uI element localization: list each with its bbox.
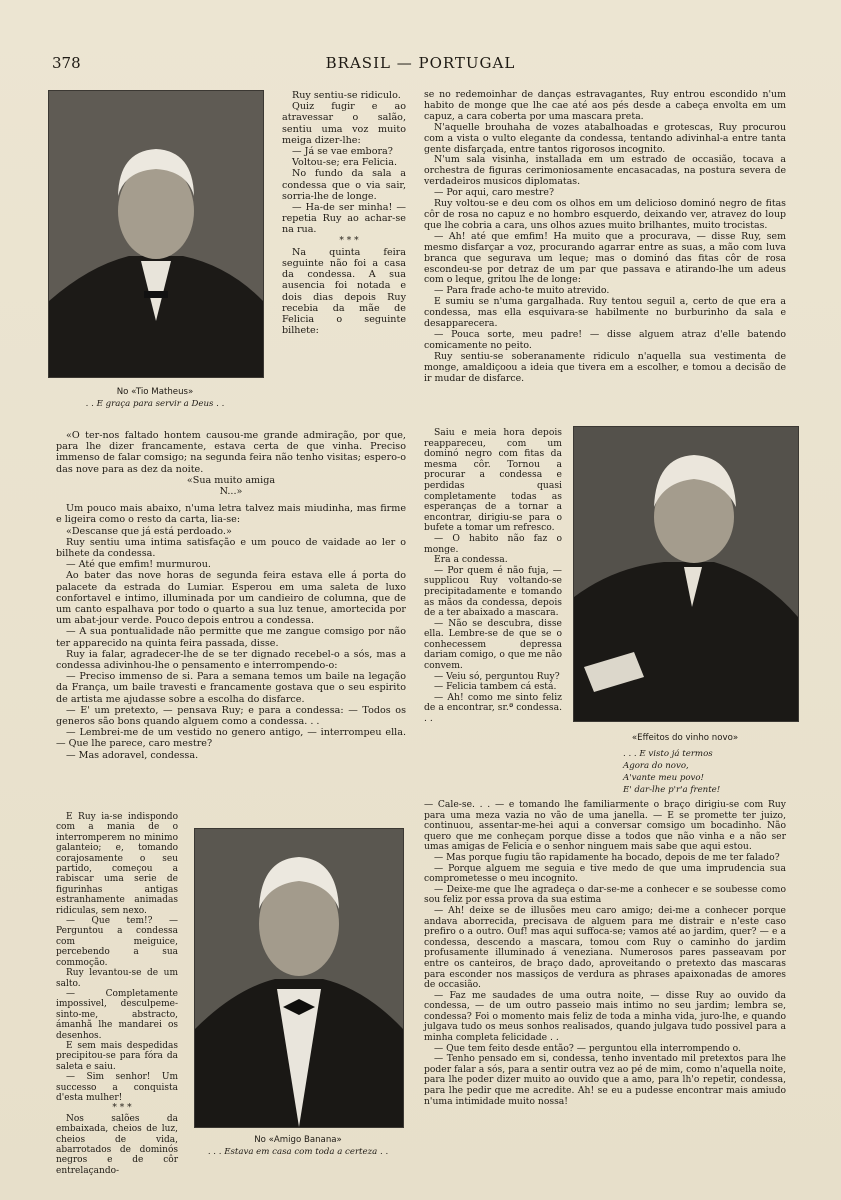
- paragraph: — O habito não faz o monge.: [424, 532, 562, 555]
- paragraph: — Mas porque fugiu tão rapidamente ha bocado, depois de me ter falado?: [434, 851, 780, 863]
- paragraph: — Faz me saudades de uma outra noite, — disse Ruy ao ouvido da condessa, — de um outro passeio mais intimo no seu jardim; lembra se, condessa? Foi o momento mais feliz de toda a minha vida, juro-lhe, e quando julgava tudo os meus sonhos realisados, quando julgava tudo possivel para a minha completa felicidade . .: [424, 989, 786, 1044]
- paragraph: Ruy sentiu uma intima satisfação e um pouco de vaidade ao ler o bilhete da condessa.: [56, 536, 406, 560]
- paragraph: — Até que emfim! murmurou.: [66, 559, 211, 571]
- portrait-photo-tio-matheus: [48, 90, 264, 378]
- paragraph: Ruy sentiu-se soberanamente ridiculo n'aquella sua vestimenta de monge, amaldiçoou a ideia que tivera em a escolher, e tomou a decisão de ir mudar de disfarce.: [424, 350, 786, 384]
- paragraph: — Para frade acho-te muito atrevido.: [434, 285, 610, 297]
- photo-caption-subtitle: . . . Estava em casa com toda a certeza . .: [207, 1147, 389, 1157]
- paragraph: — Preciso immenso de si. Para a semana temos um baile na legação da França, um baile travesti e francamente gostava que o seu espirito de artista me ajudasse sobre a escolha do disfarce.: [56, 671, 406, 705]
- paragraph: Ruy voltou-se e deu com os olhos em um delicioso dominó negro de fitas côr de rosa no capuz e no hombro esquerdo, deixando ver, atravez do loup que lhe cobria a cara, uns olhos azues muito brilhantes, muito trocistas.: [424, 198, 786, 231]
- paragraph: — Felicia tambem cá está.: [434, 681, 557, 693]
- letter-paragraph: «O ter-nos faltado hontem causou-me grande admiração, por que, para lhe dizer francamente, estava certa de que vinha. Preciso immenso de falar comsigo; na segunda feira não tenho visitas; espero-o das nove para as dez da noite.: [56, 430, 406, 475]
- paragraph: — A sua pontualidade não permitte que me zangue comsigo por não ter apparecido na quinta feira passada, disse.: [56, 626, 406, 649]
- paragraph: — Deixe-me que lhe agradeça o dar-se-me a conhecer e se soubesse como sou feliz por essa prova da sua estima: [424, 883, 786, 906]
- paragraph: E sem mais despedidas precipitou-se para fóra da saleta e saiu.: [56, 1040, 178, 1072]
- portrait-photo-amigo-banana: [194, 828, 404, 1128]
- paragraph: Saiu e meia hora depois reappareceu, com um dominó negro com fitas da mesma côr. Tornou a procurar a condessa e perdidas quasi completamente todas as esperanças de a tornar a encontrar, dirigiu-se para o bufete a tomar um refresco.: [424, 427, 562, 534]
- paragraph: Nos salões da embaixada, cheios de luz, cheios de vida, abarrotados de dominós negros e de côr entrelaçando-: [56, 1113, 178, 1176]
- paragraph: Era a condessa.: [434, 554, 508, 566]
- paragraph: — Lembrei-me de um vestido no genero antigo, — interrompeu ella. — Que lhe parece, caro mestre?: [56, 727, 406, 750]
- page-title: BRASIL — PORTUGAL: [325, 54, 516, 72]
- paragraph: Ruy levantou-se de um salto.: [56, 968, 178, 989]
- paragraph: — Porque alguem me seguia e tive medo de que uma imprudencia sua comprometesse o meu incognito.: [424, 862, 786, 885]
- photo-caption-3: [180, 1134, 416, 1158]
- paragraph: — Já se vae embora?: [292, 146, 393, 158]
- paragraph: — Tenho pensado em si, condessa, tenho inventado mil pretextos para lhe poder falar a sós, para a sentir outra vez ao pé de mim, como n'aquella noite, para lhe poder dizer muito ao ouvido que a amo, para lh'o repetir, condessa, para lhe pedir que me acredite. Ah! se eu a pudesse encontrar mais amiudo n'uma intimidade muito nossa!: [424, 1053, 786, 1107]
- photo-caption-subtitle: . . E graça para servir a Deus . .: [85, 399, 225, 409]
- article-col1-narrow: [56, 812, 178, 1176]
- paragraph: — Por aqui, caro mestre?: [434, 187, 554, 199]
- paragraph: E Ruy ia-se indispondo com a mania de o interromperem no minimo galanteio; e, tomando corajosamente o seu partido, começou a rabiscar uma serie de figurinhas antigas estranhamente animadas ridiculas, sem nexo.: [56, 812, 178, 916]
- article-col1-main: [56, 430, 406, 761]
- paragraph: — Ha-de ser minha! — repetia Ruy ao achar-se na rua.: [282, 202, 406, 236]
- photo-caption-1: [40, 386, 270, 410]
- section-divider-stars: * * *: [112, 1103, 132, 1114]
- paragraph: Voltou-se; era Felicia.: [292, 157, 398, 169]
- paragraph: — Completamente impossivel, desculpeme-sinto-me, abstracto, ámanhã lhe mandarei os desenhos.: [56, 988, 178, 1041]
- paragraph: — Cale-se. . . — e tomando lhe familiarmente o braço dirigiu-se com Ruy para uma meza vazia no vão de uma janella. — E se promette ter juizo, continuou, assentar-me-hei aqui a conversar comsigo um bocadinho. Não quero que me conheçam porque disse a todos que não vinha e a não ser umas amigas de Felicia e o senhor ninguem mais sabe que aqui estou.: [424, 799, 786, 853]
- photo-caption-subtitle: . . . E visto já termos Agora do novo, A'vante meu povo! E' dar-lhe p'r'a frente!: [623, 749, 721, 795]
- paragraph: Na quinta feira seguinte não foi a casa da condessa. A sua ausencia foi notada e dois dias depois Ruy recebia da mãe de Felicia o seguinte bilhete:: [282, 246, 406, 337]
- paragraph: E sumiu se n'uma gargalhada. Ruy tentou seguil a, certo de que era a condessa, mas ella esquivara-se habilmente no burburinho da sala e desapparecera.: [424, 296, 786, 330]
- paragraph: — Ah! como me sinto feliz de a encontrar, sr.ª condessa. . .: [424, 691, 562, 725]
- letter-signature-initial: N...»: [219, 486, 243, 498]
- paragraph: — Que tem feito desde então? — perguntou ella interrompendo o.: [434, 1042, 741, 1054]
- paragraph: — E' um pretexto, — pensava Ruy; e para a condessa: — Todos os generos são bons quando alguem como a condessa. . .: [56, 704, 406, 728]
- portrait-photo-vinho-novo: [573, 426, 799, 722]
- paragraph: — Sim senhor! Um successo a conquista d'esta mulher!: [56, 1072, 178, 1103]
- paragraph: — Por quem é não fuja, — supplicou Ruy voltando-se precipitadamente e tomando as mãos da condessa, depois de a ter abaixado a mascara.: [424, 564, 562, 619]
- paragraph: No fundo da sala a condessa que o via sair, sorria-lhe de longe.: [282, 168, 406, 202]
- paragraph: se no redemoinhar de danças estravagantes, Ruy entrou escondido n'um habito de monge que lhe cae até aos pés desde a cabeça envolta em um capuz, a cara coberta por uma mascara preta.: [424, 89, 786, 122]
- paragraph: — Ah! até que emfim! Ha muito que a procurava, — disse Ruy, sem mesmo disfarçar a voz, procurando agarrar entre as suas, a mão com luva branca que segurava um leque; mas o dominó das fitas côr de rosa escondeu-se por detraz de um par que passava e atirando-lhe um adeus com o leque, gritou lhe de longe:: [424, 230, 786, 286]
- section-divider-stars: * * *: [339, 235, 359, 246]
- photo-caption-2: [573, 732, 797, 796]
- article-col2-top: [424, 90, 786, 384]
- paragraph: — Veiu só, perguntou Ruy?: [434, 670, 560, 682]
- page-number: 378: [52, 54, 81, 72]
- paragraph: «Descanse que já está perdoado.»: [66, 525, 232, 537]
- paragraph: N'um sala visinha, installada em um estrado de occasião, tocava a orchestra de figuras cerimoniosamente encasacadas, na postura severa de verdadeiros musicos diplomatas.: [424, 154, 786, 188]
- paragraph: N'aquelle brouhaha de vozes atabalhoadas e grotescas, Ruy procurou com a vista o vulto elegante da condessa, tentando adivinhal-a entre tanta gente disfarçada, entre tantos rigorosos incognito.: [424, 121, 786, 155]
- photo-caption-title: No «Tio Matheus»: [116, 387, 194, 397]
- paragraph: Ruy sentiu-se ridiculo.: [292, 90, 401, 101]
- paragraph: — Não se descubra, disse ella. Lembre-se de que se o conhecessem depressa dariam comigo, o que me não convem.: [424, 617, 562, 672]
- paragraph: — Ah! deixe se de illusões meu caro amigo; dei-me a conhecer porque andava aborrecida, precisava de alguem para me distrair e n'este caso prefiro o a outro. Ouf! mas aqui suffoca-se; vamos até ao jardim, quer? — e a condessa, descendo a mascara, tomou com Ruy o caminho do jardim profusamente illuminado á veneziana. Numerosos pares passeavam por entre os canteiros, de braço dado, aproveitando o pretexto das mascaras para esconder nos massiços de verdura as phrases apaixonadas de amores de occasião.: [424, 904, 786, 991]
- article-col2-narrow: [424, 428, 562, 725]
- paragraph: Ruy ia falar, agradecer-lhe de se ter dignado recebel-o a sós, mas a condessa adivinhou-lhe o pensamento e interrompendo-o:: [56, 648, 406, 672]
- paragraph: Ao bater das nove horas de segunda feira estava elle á porta do palacete da estrada do Lumiar. Esperou em uma saleta de luxo confortavel e intimo, illuminada por um candieiro de columna, que de um canto espalhava por todo o quarto a sua luz tenue, amortecida por um abat-jour verde. Pouco depois entrou a condessa.: [56, 570, 406, 627]
- letter-signature: «Sua muito amiga: [186, 474, 276, 486]
- paragraph: — Pouca sorte, meu padre! — disse alguem atraz d'elle batendo comicamente no peito.: [424, 328, 786, 351]
- photo-caption-title: No «Amigo Banana»: [254, 1135, 342, 1145]
- paragraph: — Que tem!? — Perguntou a condessa com meiguice, percebendo a sua commoção.: [56, 916, 178, 968]
- paragraph: Um pouco mais abaixo, n'uma letra talvez mais miudinha, mas firme e ligeira como o resto da carta, lia-se:: [56, 503, 406, 526]
- article-col2-bottom: [424, 800, 786, 1107]
- paragraph: Quiz fugir e ao atravessar o salão, sentiu uma voz muito meiga dizer-lhe:: [282, 101, 406, 146]
- paragraph: — Mas adoravel, condessa.: [66, 749, 199, 761]
- photo-caption-title: «Effeitos do vinho novo»: [631, 733, 739, 743]
- article-col1-top: [282, 90, 406, 336]
